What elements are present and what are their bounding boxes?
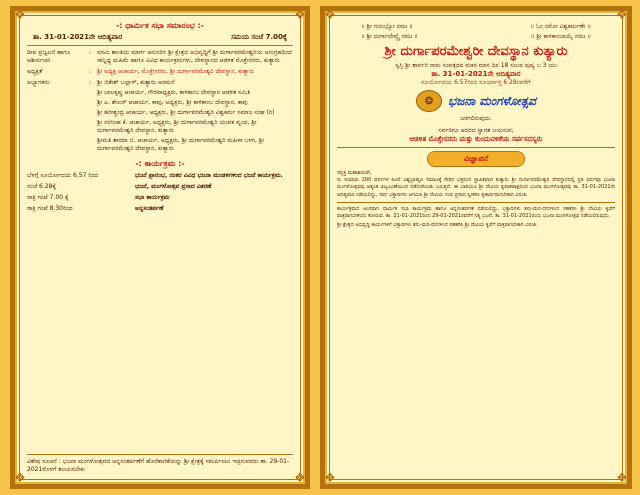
- guest-entry: ಶ್ರೀ ನರಸಿಂಹ ಕೆ. ಆಚಾರ್ಯ, ಅಧ್ಯಕ್ಷರು, ಶ್ರೀ ದುರ್ಗಾಪರಮೇಶ್ವರಿ ಯುವಕ ವೃಂದ, ಶ್ರೀ ದುರ್ಗಾಪರಮೇಶ್ವರಿ ದೇವಸ್ಥಾನ, ಕುತ್ಯಾರು: [97, 119, 257, 134]
- guest-entry: ಶ್ರೀ ಬಾಲಕೃಷ್ಣ ಆಚಾರ್ಯ, ಗೌರವಾಧ್ಯಕ್ಷರು, ಕಾಳಿಕಾಂಬ ದೇವಸ್ಥಾನ ಆಡಳಿತ ಸಮಿತಿ: [97, 89, 251, 96]
- schedule-item: [27, 172, 293, 180]
- event-date: ತಾ. 31-01-2021ನೇ ಆದಿತ್ಯವಾರ: [431, 70, 521, 78]
- sabha-date: ತಾ. 31-01-2021ನೇ ಆದಿತ್ಯವಾರ: [33, 33, 123, 41]
- schedule-event: ಭಜನೆ, ಮಂಗಳೋತ್ಸವ ಪ್ರಸಾದ ವಿತರಣೆ: [135, 183, 212, 190]
- blessing-line: ॥ ಶ್ರೀ ದುರ್ಗಾದೇವ್ಯೈ ನಮಃ ॥ ॥ ಶ್ರೀ ಕಾಳಿಕಾಂಬಾಯೈ ನಮಃ ॥: [361, 33, 591, 40]
- invitation-panel: [320, 6, 632, 489]
- blessing-line: ॥ ಶ್ರೀ ಗುರುಭ್ಯೋ ನಮಃ ॥ ॥ ಓಂ ನಮೋ ವಿಶ್ವಕರ್ಮಣೇ ॥: [361, 23, 591, 30]
- corner-ornament-icon: ❖: [324, 471, 336, 486]
- row-label: ಅಧ್ಯಕ್ಷತೆ: [27, 68, 43, 75]
- schedule-event: ಅನ್ನಸಂತರ್ಪಣೆ: [135, 205, 164, 212]
- program-panel: [10, 6, 310, 489]
- guest-entry: ಶ್ರೀ ಹರೀಶ್ಚಂದ್ರ ಆಚಾರ್ಯ, ಅಧ್ಯಕ್ಷರು, ಶ್ರೀ ದುರ್ಗಾಪರಮೇಶ್ವರಿ ವಿಶ್ವಕರ್ಮ ಸಮಾಜ ಸಂಘ (ರಿ): [97, 109, 275, 116]
- invite-label: ವಿಜ್ಞಾಪನೆ: [427, 151, 525, 167]
- event-title: ಭಜನಾ ಮಂಗಳೋತ್ಸವ: [448, 93, 536, 108]
- row-inauguration: ದೀಪ ಪ್ರಜ್ವಲನೆ ಹಾಗೂ ಆಶೀರ್ವಚನ : ವಸಮಿ ಶಾಂತಿಯ ಮಾರ್ಗ ಅನುಸರಿಸಿ ಶ್ರೀ ಕ್ಷೇತ್ರದ ಅಭಿವೃದ್ಧಿಗೆ ಶ್ರೀ ದುರ್ಗಾಪರಮೇಶ್ವರಿಯ ಅನುಗ್ರಹದಿಂದ ಸಾನ್ನಿಧ್ಯ ಮಹಿಮೆ ಹಾಗೂ ವಿವಿಧ ಕಾರ್ಯಕ್ರಮಗಳು, ದೇವಸ್ಥಾನದ ಆಡಳಿತ ಮೊಕ್ತೇಸರರು, ಕುತ್ಯಾರು: [27, 49, 292, 64]
- sabha-time: ಸಮಯ ಸಂಜೆ 7.00ಕ್ಕೆ: [231, 33, 287, 41]
- program-heading: -: ಕಾರ್ಯಕ್ರಮ :-: [135, 159, 185, 168]
- row-guests: ಅಭ್ಯಾಗತರು : ಶ್ರೀ ಜಿತೇಶ್ ಬಲ್ಲಾಳ್, ಕುತ್ಯಾರು ಅರಮನೆ ಶ್ರೀ ಬಾಲಕೃಷ್ಣ ಆಚಾರ್ಯ, ಗೌರವಾಧ್ಯಕ್ಷರು, ಕಾಳಿಕಾಂಬ ದೇವಸ್ಥಾನ ಆಡಳಿತ ಸಮಿತಿ ಶ್ರೀ ಎ. ಶೇಖರ್ ಆಚಾರ್ಯ, ಕಾಪು, ಅಧ್ಯಕ್ಷರು, ಶ್ರೀ ಕಾಳಿಕಾಂಬ ದೇವಸ್ಥಾನ, ಕಾಪು ಶ್ರೀ ಹರೀಶ್ಚಂದ್ರ ಆಚಾರ್ಯ, ಅಧ್ಯಕ್ಷರು, ಶ್ರೀ ದುರ್ಗಾಪರಮೇಶ್ವರಿ ವಿಶ್ವಕರ್ಮ ಸಮಾಜ ಸಂಘ (ರಿ) ಶ್ರೀ ನರಸಿಂಹ ಕೆ. ಆಚಾರ್ಯ, ಅಧ್ಯಕ್ಷರು, ಶ್ರೀ ದುರ್ಗಾಪರಮೇಶ್ವರಿ ಯುವಕ ವೃಂದ, ಶ್ರೀ ದುರ್ಗಾಪರಮೇಶ್ವರಿ ದೇವಸ್ಥಾನ, ಕುತ್ಯಾರು ಶ್ರೀಮತಿ ಶಾರದಾ ಬಿ. ಆಚಾರ್ಯ, ಅಧ್ಯಕ್ಷರು, ಶ್ರೀ ದುರ್ಗಾಪರಮೇಶ್ವರಿ ಮಹಿಳಾ ಬಳಗ, ಶ್ರೀ ದುರ್ಗಾಪರಮೇಶ್ವರಿ ದೇವಸ್ಥಾನ, ಕುತ್ಯಾರು: [27, 79, 293, 155]
- invite-paragraph: ಸು ಸುಮಾರು 200 ವರ್ಷಗಳ ಹಿಂದೆ ವಿಶ್ವಬ್ರಾಹ್ಮಣ ಸಮಾಜಕ್ಕೆ ಸೇರಿದ ಭಕ್ತರಿಂದ ಸ್ಥಾಪಿತವಾದ ಕುತ್ಯಾರು ಶ್ರೀ ದುರ್ಗಾಪರಮೇಶ್ವರಿ ದೇವಸ್ಥಾನದಲ್ಲಿ ಪ್ರತಿ ವರ್ಷವೂ ಭಜನಾ ಮಂಗಳೋತ್ಸವವು ಅತ್ಯಂತ ವಿಜೃಂಭಣೆಯಿಂದ ನಡೆದುಕೊಂಡು ಬರುತ್ತಿದೆ. ಈ ಬಾರಿಯೂ ಶ್ರೀ ದೇವಿಯ ಕೃಪಾಕಟಾಕ್ಷದಿಂದ ಭಜನಾ ಮಂಗಳೋತ್ಸವವು ತಾ. 31-01-2021ನೇ ಆದಿತ್ಯವಾರ ನಡೆಯಲಿದ್ದು, ಸರ್ವ ಭಕ್ತಾದಿಗಳು ಆಗಮಿಸಿ ಶ್ರೀ ದೇವಿಯ ಗಂಧ ಪ್ರಸಾದ ಸ್ವೀಕರಿಸಿ ಕೃತಾರ್ಥರಾಗಬೇಕಾಗಿ ವಿನಂತಿ.: [337, 177, 615, 198]
- salutation: ಸದ್ಭಕ್ತ ಮಹಾಶಯರೇ,: [337, 170, 372, 176]
- special-note: ವಿಶೇಷ ಸೂಚನೆ : ಭಜನಾ ಮಂಗಳೋತ್ಸವದ ಅನ್ನಸಂತರ್ಪಣೆಗೆ ಹೊರೆಕಾಣಿಕೆಯನ್ನು ಶ್ರೀ ಕ್ಷೇತ್ರಕ್ಕೆ ಸಮರ್ಪಿಸಲು ಇಚ್ಛಿಸುವವರು ತಾ. 29-01-2021ರೊಳಗೆ ತಲುಪಿಸಬೇಕು: [27, 454, 293, 474]
- welcome-line: ಸರ್ವರಿಗೂ ಆದರದ ಸ್ವಾಗತ ಬಯಸುವ,: [438, 127, 514, 134]
- guest-entry: ಶ್ರೀ ಎ. ಶೇಖರ್ ಆಚಾರ್ಯ, ಕಾಪು, ಅಧ್ಯಕ್ಷರು, ಶ್ರೀ ಕಾಳಿಕಾಂಬ ದೇವಸ್ಥಾನ, ಕಾಪು: [97, 99, 248, 106]
- invite-paragraph: ಶ್ರೀ ಕ್ಷೇತ್ರದ ಅಭಿವೃದ್ಧಿ ಕಾರ್ಯಗಳಿಗೆ ಭಕ್ತಾದಿಗಳು ತನು-ಮನ-ಧನಗಳಿಂದ ಸಹಕರಿಸಿ ಶ್ರೀ ದೇವಿಯ ಕೃಪೆಗೆ ಪಾತ್ರರಾಗಬೇಕಾಗಿ ವಿನಂತಿ.: [337, 222, 538, 229]
- schedule-time: ಸಂಜೆ 6.28ಕ್ಕೆ: [27, 183, 56, 190]
- row-label: ಅಭ್ಯಾಗತರು: [27, 79, 50, 86]
- temple-title: ಶ್ರೀ ದುರ್ಗಾಪರಮೇಶ್ವರೀ ದೇವಸ್ಥಾನ ಕುತ್ಯಾರು: [384, 44, 568, 59]
- schedule-item: [27, 205, 293, 213]
- corner-ornament-icon: ❖: [14, 471, 26, 486]
- schedule-item: [27, 194, 293, 202]
- sunrise-line: ಸೂರ್ಯೋದಯ 6.57ರಿಂದ ಸೂರ್ಯಾಸ್ತ 6.28ರವರೆಗೆ: [421, 79, 531, 86]
- corner-ornament-icon: ❖: [616, 8, 628, 23]
- event-banner: [337, 90, 615, 112]
- corner-ornament-icon: ❖: [324, 8, 336, 23]
- corner-ornament-icon: ❖: [294, 8, 306, 23]
- divider: [337, 202, 615, 203]
- schedule-event: ಸಭಾ ಕಾರ್ಯಕ್ರಮ: [135, 194, 170, 201]
- guest-list: [97, 79, 293, 155]
- schedule-event: ಭಜನೆ ಪ್ರಾರಂಭ, ನಂತರ ವಿವಿಧ ಭಜನಾ ಮಂಡಳಿಗಳಿಂದ ಭಜನೆ ಕಾರ್ಯಕ್ರಮ.: [135, 172, 283, 179]
- row-label: ದೀಪ ಪ್ರಜ್ವಲನೆ ಹಾಗೂ ಆಶೀರ್ವಚನ: [27, 49, 71, 64]
- guest-entry: ಶ್ರೀಮತಿ ಶಾರದಾ ಬಿ. ಆಚಾರ್ಯ, ಅಧ್ಯಕ್ಷರು, ಶ್ರೀ ದುರ್ಗಾಪರಮೇಶ್ವರಿ ಮಹಿಳಾ ಬಳಗ, ಶ್ರೀ ದುರ್ಗಾಪರಮೇಶ್ವರಿ ದೇವಸ್ಥಾನ, ಕುತ್ಯಾರು: [97, 137, 265, 152]
- divider: [27, 45, 293, 46]
- corner-ornament-icon: ❖: [294, 471, 306, 486]
- welcome-hosts: ಆಡಳಿತ ಮೊಕ್ತೇಸರರು ಮತ್ತು ಕುಂದುವಳಿಕೆಯ ಸರ್ವಸದಸ್ಯರು: [409, 135, 543, 143]
- guest-entry: ಶ್ರೀ ಜಿತೇಶ್ ಬಲ್ಲಾಳ್, ಕುತ್ಯಾರು ಅರಮನೆ: [97, 79, 175, 86]
- corner-ornament-icon: ❖: [14, 8, 26, 23]
- event-note: ಜರಗಲಿರುವುದು.: [460, 115, 492, 122]
- schedule-time: ರಾತ್ರಿ ಗಂಟೆ 8.30ರಿಂದ: [27, 205, 73, 212]
- schedule-time: ರಾತ್ರಿ ಗಂಟೆ 7.00 ಕ್ಕೆ: [27, 194, 69, 201]
- divider: [337, 147, 615, 148]
- deity-emblem-icon: ❂: [416, 90, 442, 112]
- corner-ornament-icon: ❖: [616, 471, 628, 486]
- sabha-heading: -: ಧಾರ್ಮಿಕ ಸಭಾ ಸಮಾರಂಭ :-: [115, 21, 205, 30]
- row-value: ಶ್ರೀ ಅಧ್ಯಕ್ಷ ಆಚಾರ್ಯ, ಮೊಕ್ತೇಸರರು, ಶ್ರೀ ದುರ್ಗಾಪರಮೇಶ್ವರಿ ದೇವಸ್ಥಾನ, ಕುತ್ಯಾರು: [97, 68, 255, 75]
- almanac-line: ಸ್ವಸ್ತಿ ಶ್ರೀ ಶಾರ್ವರಿ ನಾಮ ಸಂವತ್ಸರದ ಮಕರ ಮಾಸ ದಿನ 18 ಸಲುವ ಪುಷ್ಯ ಬ 3 ಯು: [395, 62, 557, 69]
- row-value: ವಸಮಿ ಶಾಂತಿಯ ಮಾರ್ಗ ಅನುಸರಿಸಿ ಶ್ರೀ ಕ್ಷೇತ್ರದ ಅಭಿವೃದ್ಧಿಗೆ ಶ್ರೀ ದುರ್ಗಾಪರಮೇಶ್ವರಿಯ ಅನುಗ್ರಹದಿಂದ ಸಾನ್ನಿಧ್ಯ ಮಹಿಮೆ ಹಾಗೂ ವಿವಿಧ ಕಾರ್ಯಕ್ರಮಗಳು, ದೇವಸ್ಥಾನದ ಆಡಳಿತ ಮೊಕ್ತೇಸರರು, ಕುತ್ಯಾರು: [97, 49, 292, 64]
- schedule-time: ಬೆಳಗ್ಗೆ ಸೂರ್ಯೋದಯ 6.57 ರಿಂದ: [27, 172, 99, 179]
- sabha-date-time: [27, 33, 293, 42]
- schedule-item: [27, 183, 293, 191]
- row-presidency: ಅಧ್ಯಕ್ಷತೆ : ಶ್ರೀ ಅಧ್ಯಕ್ಷ ಆಚಾರ್ಯ, ಮೊಕ್ತೇಸರರು, ಶ್ರೀ ದುರ್ಗಾಪರಮೇಶ್ವರಿ ದೇವಸ್ಥಾನ, ಕುತ್ಯಾರು: [27, 68, 293, 76]
- invite-paragraph: ಕಾರ್ಯಕ್ರಮದ ಅಂಗವಾಗಿ ಧಾರ್ಮಿಕ ಸಭಾ ಕಾರ್ಯಕ್ರಮ ಹಾಗೂ ಅನ್ನಸಂತರ್ಪಣೆ ನಡೆಯಲಿದ್ದು, ಭಕ್ತಾದಿಗಳು ತನು-ಮನ-ಧನಗಳಿಂದ ಸಹಕರಿಸಿ ಶ್ರೀ ದೇವಿಯ ಕೃಪೆಗೆ ಪಾತ್ರರಾಗಬೇಕೆಂದು ಕೋರುವ. ತಾ. 21-01-2021ರಿಂದ 29-01-2021ರವರೆಗೆ ನಿತ್ಯ ಭಜನೆ, ತಾ. 31-01-2021ರಂದು ಭಜನಾ ಮಂಗಳೋತ್ಸವ ನಡೆಯಲಿರುವುದು.: [337, 205, 615, 220]
